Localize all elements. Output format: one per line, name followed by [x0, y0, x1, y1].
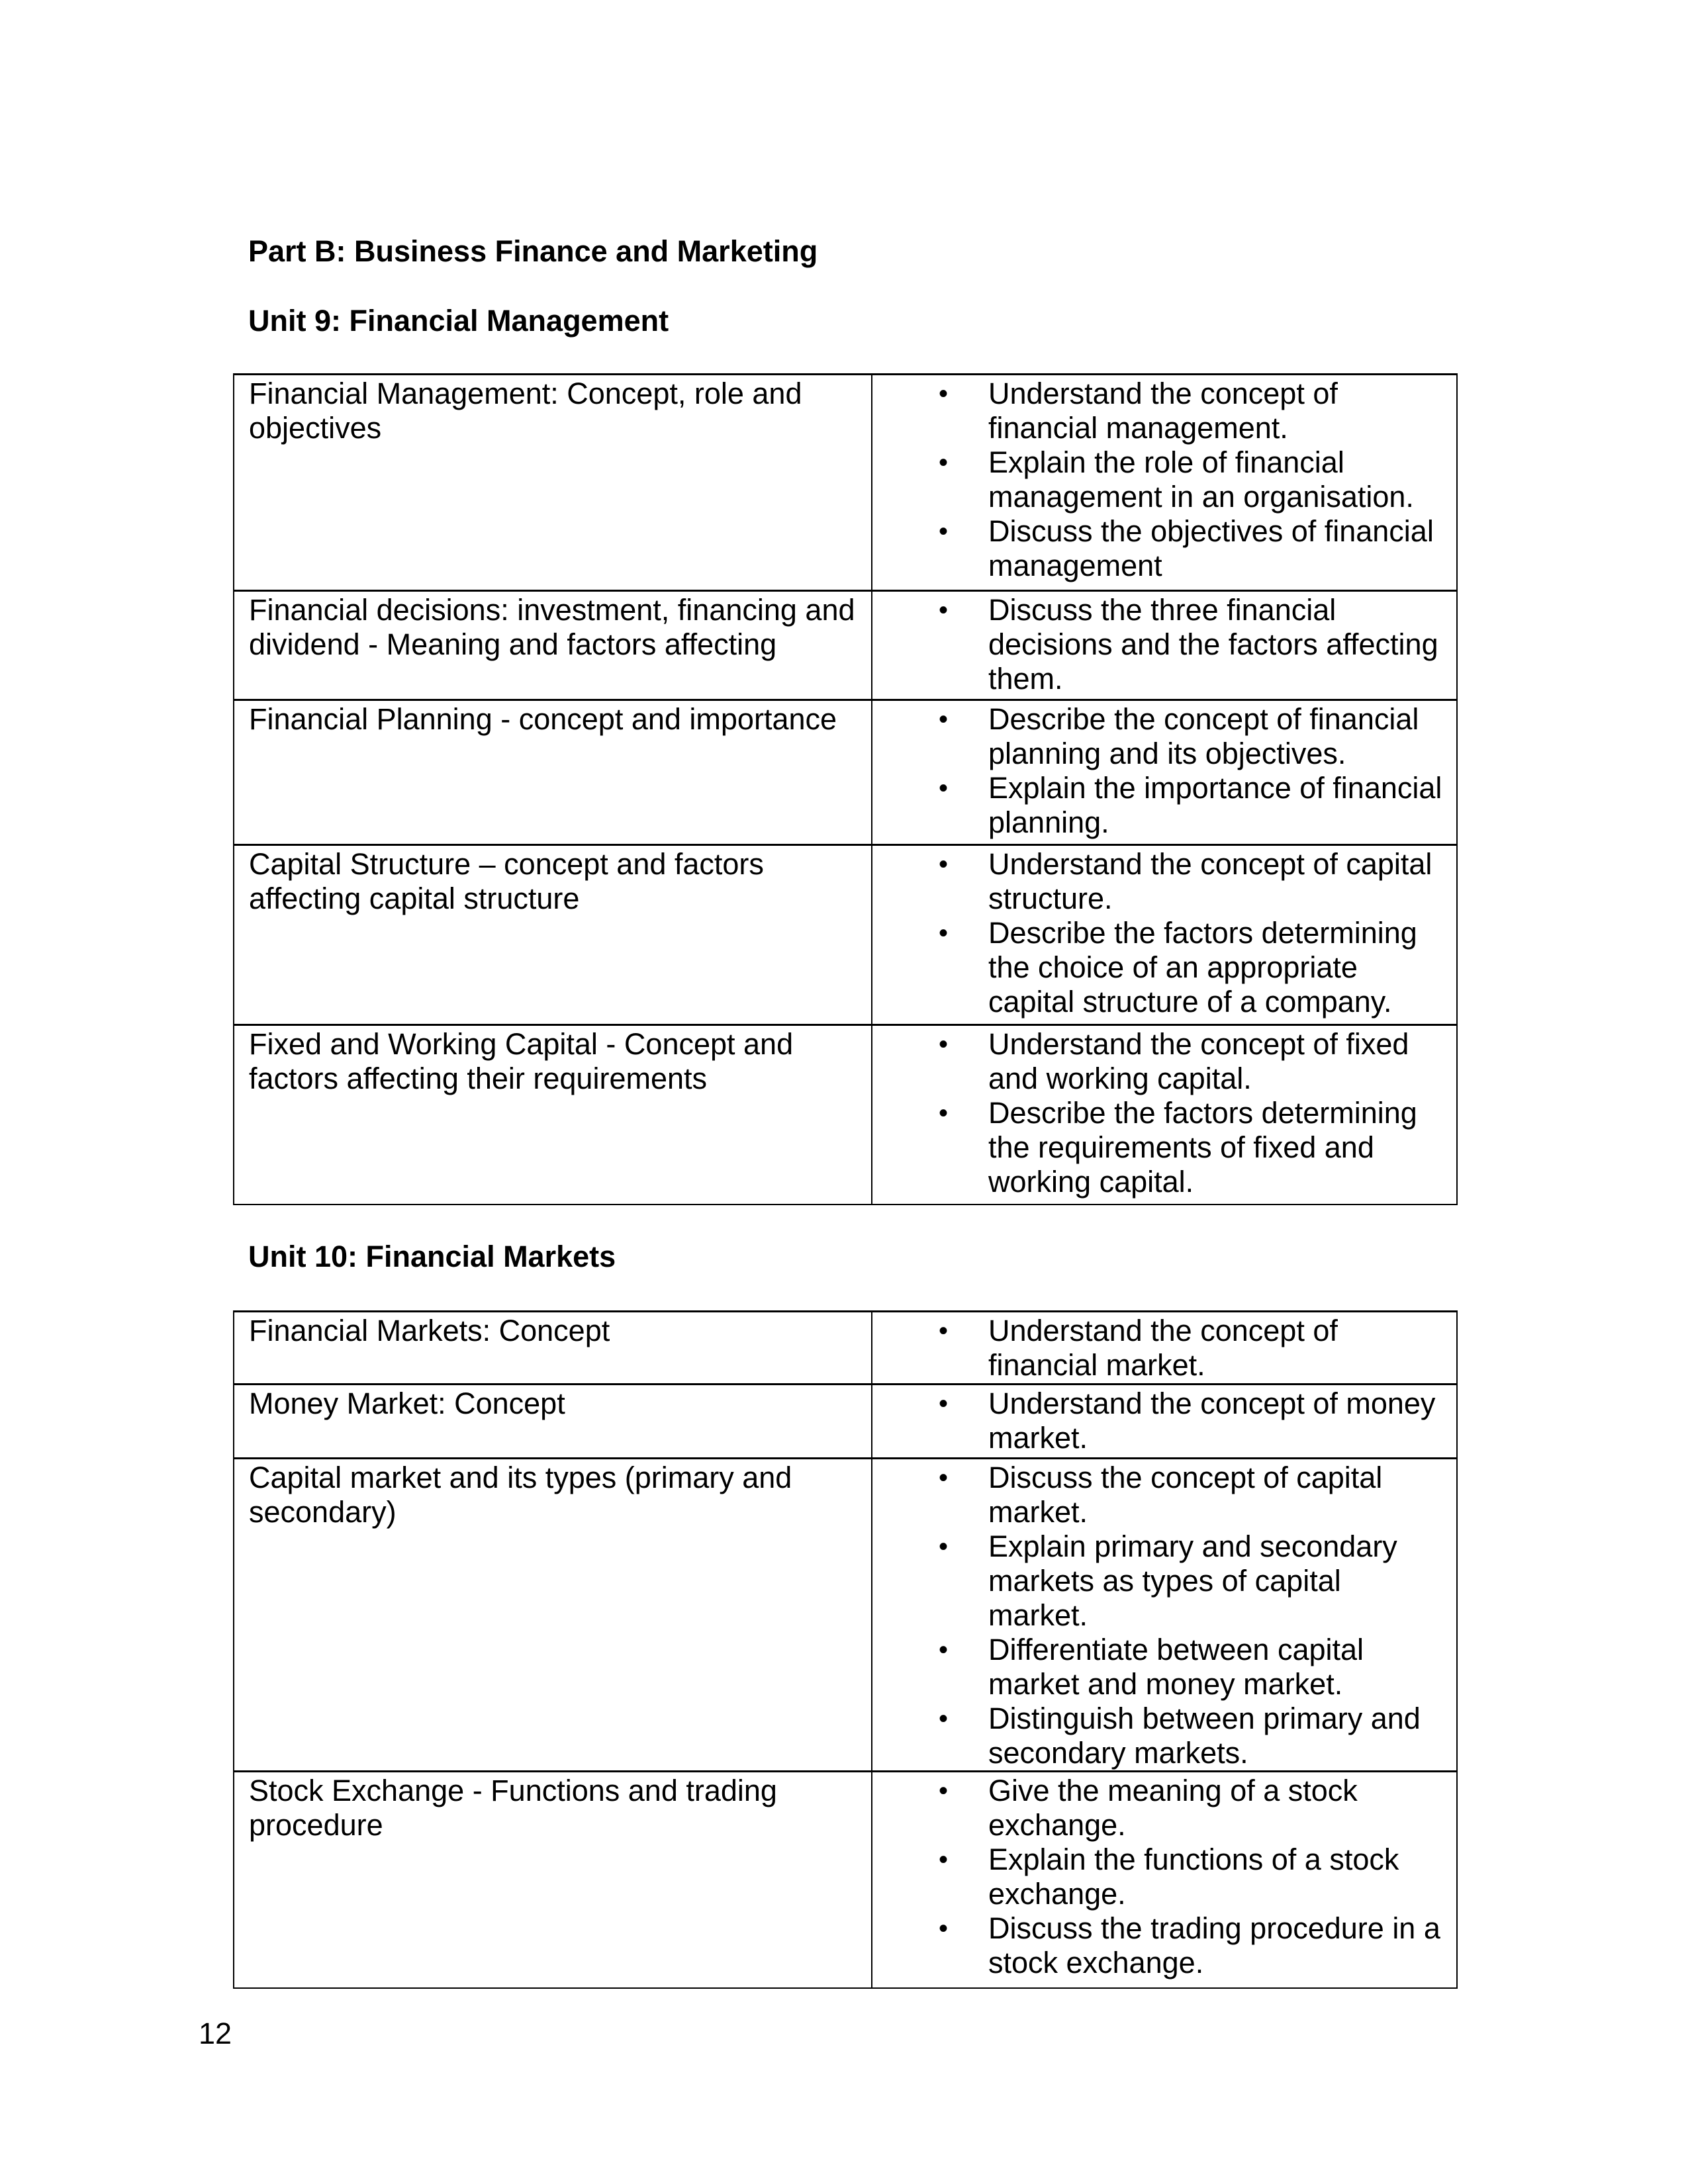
unit-10-table [233, 1310, 1458, 1989]
objectives-cell [872, 1459, 1457, 1772]
bullet-icon: • [939, 1316, 949, 1345]
unit-10-heading: Unit 10: Financial Markets [248, 1240, 616, 1273]
table-row [234, 1385, 1457, 1459]
list-item: • Explain the functions of a stock exchange. [939, 1843, 1399, 1911]
bullet-icon: • [939, 1463, 949, 1492]
bullet-icon: • [939, 1845, 949, 1874]
bullet-icon: • [939, 1704, 949, 1733]
topic-cell: Capital market and its types (primary and secondary) [234, 1459, 872, 1772]
list-item: • Understand the concept of capital structure. [939, 847, 1432, 915]
unit-9-table [233, 373, 1458, 1205]
list-item: • Describe the factors determining the choice of an appropriate capital structure of a company. [939, 916, 1417, 1019]
bullet-icon: • [939, 850, 949, 879]
list-item: • Understand the concept of fixed and working capital. [939, 1027, 1409, 1095]
bullet-icon: • [939, 1776, 949, 1805]
table-row [234, 700, 1457, 845]
list-item: • Understand the concept of financial market. [939, 1314, 1338, 1382]
list-item: • Distinguish between primary and secondary markets. [939, 1702, 1421, 1770]
objectives-cell [872, 1025, 1457, 1205]
bullet-icon: • [939, 774, 949, 803]
table-row [234, 591, 1457, 700]
list-item: • Explain primary and secondary markets as types of capital market. [939, 1529, 1397, 1632]
bullet-icon: • [939, 379, 949, 408]
table-row [234, 1025, 1457, 1205]
topic-cell: Money Market: Concept [234, 1385, 872, 1459]
page-number: 12 [199, 2017, 232, 2050]
list-item: • Discuss the three financial decisions and the factors affecting them. [939, 593, 1438, 696]
bullet-icon: • [939, 1635, 949, 1664]
objectives-cell [872, 591, 1457, 700]
topic-cell: Financial Management: Concept, role and objectives [234, 375, 872, 591]
topic-cell: Financial Planning - concept and importance [234, 700, 872, 845]
objectives-cell [872, 375, 1457, 591]
objectives-cell [872, 845, 1457, 1025]
list-item: • Understand the concept of financial management. [939, 377, 1338, 445]
table-row [234, 1772, 1457, 1988]
list-item: • Discuss the objectives of financial management [939, 514, 1434, 582]
table-row [234, 375, 1457, 591]
list-item: • Explain the role of financial management in an organisation. [939, 445, 1414, 514]
objectives-cell [872, 1312, 1457, 1385]
topic-cell: Capital Structure – concept and factors affecting capital structure [234, 845, 872, 1025]
bullet-icon: • [939, 596, 949, 625]
objectives-cell [872, 700, 1457, 845]
list-item: • Describe the concept of financial planning and its objectives. [939, 702, 1419, 770]
list-item: • Discuss the trading procedure in a stock exchange. [939, 1911, 1440, 1979]
table-row [234, 845, 1457, 1025]
part-heading: Part B: Business Finance and Marketing [248, 234, 818, 268]
bullet-icon: • [939, 1532, 949, 1561]
bullet-icon: • [939, 448, 949, 477]
list-item: • Understand the concept of money market. [939, 1387, 1436, 1455]
topic-cell: Stock Exchange - Functions and trading procedure [234, 1772, 872, 1988]
bullet-icon: • [939, 1389, 949, 1418]
list-item: • Give the meaning of a stock exchange. [939, 1774, 1358, 1842]
objectives-cell [872, 1385, 1457, 1459]
bullet-icon: • [939, 517, 949, 546]
topic-cell: Financial Markets: Concept [234, 1312, 872, 1385]
bullet-icon: • [939, 1099, 949, 1128]
list-item: • Describe the factors determining the requirements of fixed and working capital. [939, 1096, 1417, 1199]
bullet-icon: • [939, 1914, 949, 1943]
objectives-cell [872, 1772, 1457, 1988]
list-item: • Differentiate between capital market and money market. [939, 1633, 1364, 1701]
topic-cell: Financial decisions: investment, financing and dividend - Meaning and factors affecting [234, 591, 872, 700]
bullet-icon: • [939, 1030, 949, 1059]
topic-cell: Fixed and Working Capital - Concept and factors affecting their requirements [234, 1025, 872, 1205]
table-row [234, 1312, 1457, 1385]
unit-9-heading: Unit 9: Financial Management [248, 304, 669, 338]
list-item: • Explain the importance of financial planning. [939, 771, 1442, 839]
bullet-icon: • [939, 919, 949, 948]
table-row [234, 1459, 1457, 1772]
list-item: • Discuss the concept of capital market. [939, 1461, 1383, 1529]
bullet-icon: • [939, 705, 949, 734]
